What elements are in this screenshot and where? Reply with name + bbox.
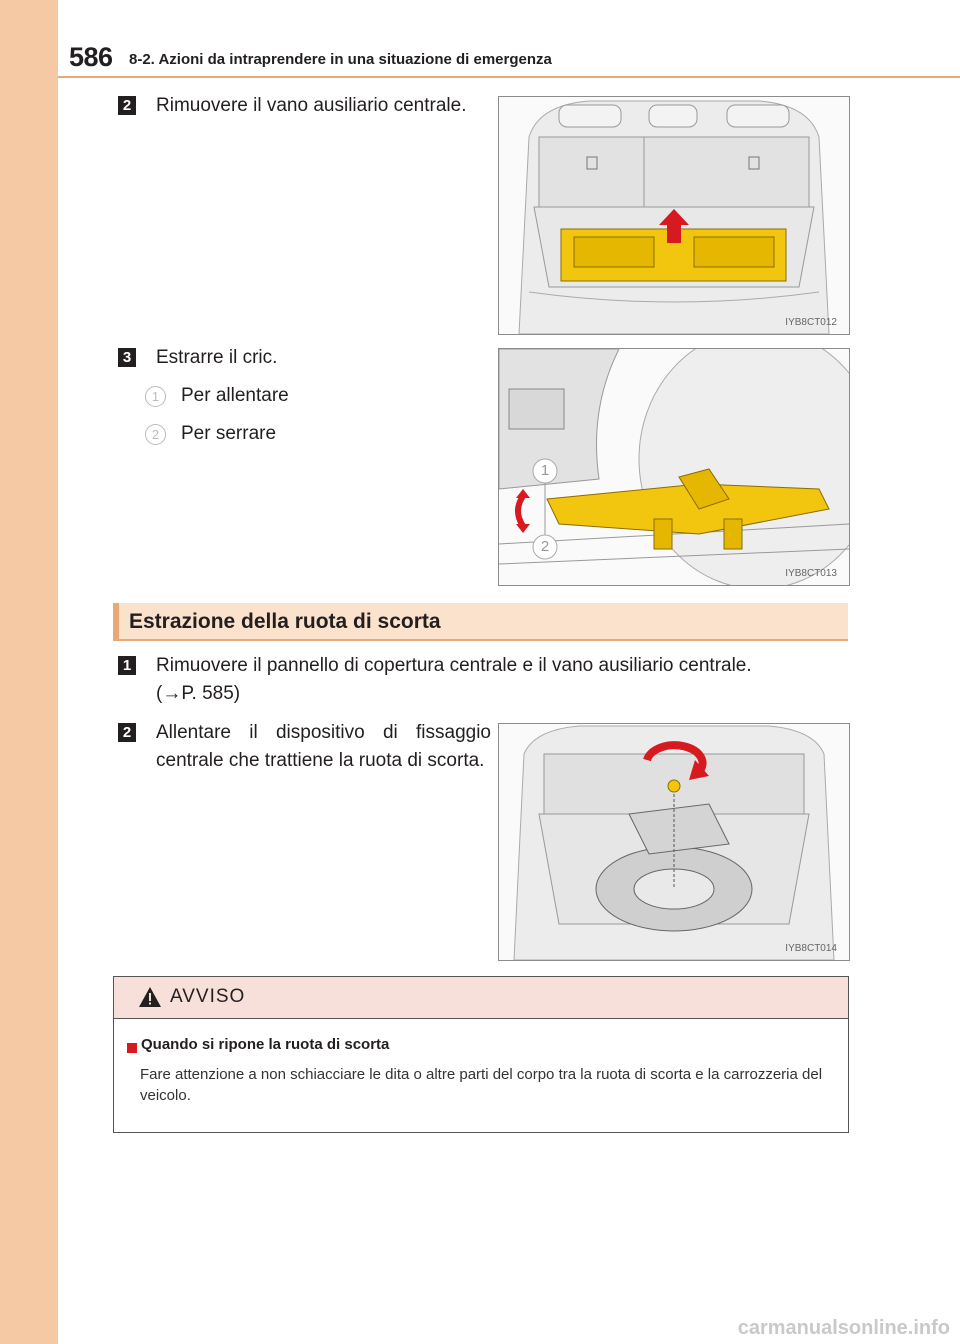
callout-1: 1 xyxy=(540,462,550,479)
page-number: 586 xyxy=(69,42,113,72)
step-b1-text-line1: Rimuovere il pannello di copertura centrale e il vano ausiliario centrale. xyxy=(156,655,752,676)
item-number-2: 2 xyxy=(145,424,166,445)
figure-code: IYB8CT014 xyxy=(785,943,837,954)
watermark: carmanualsonline.info xyxy=(737,1317,950,1339)
step-number-1: 1 xyxy=(118,656,136,675)
header-rule xyxy=(58,76,960,78)
warning-header xyxy=(114,977,848,1019)
side-band xyxy=(0,0,58,1344)
step-number-3: 3 xyxy=(118,348,136,367)
warning-triangle-icon xyxy=(138,986,162,1008)
section-title: Estrazione della ruota di scorta xyxy=(129,610,441,633)
step-2-text: Rimuovere il vano ausiliario centrale. xyxy=(156,95,467,116)
section-heading-bar xyxy=(113,603,848,641)
figure-jack-removal xyxy=(498,348,850,586)
warning-box xyxy=(113,976,849,1133)
figure-remove-center-compartment xyxy=(498,96,850,335)
step-b2-text: Allentare il dispositivo di fissaggio centrale che trattiene la ruota di scorta. xyxy=(156,722,491,771)
figure-code: IYB8CT012 xyxy=(785,317,837,328)
step-3-text: Estrarre il cric. xyxy=(156,347,278,368)
warning-bullet-square xyxy=(127,1043,137,1053)
step-number-2b: 2 xyxy=(118,723,136,742)
step-b1-text-line2: (→P. 585) xyxy=(156,683,241,704)
warning-subtitle: Quando si ripone la ruota di scorta xyxy=(141,1036,390,1053)
item-number-1: 1 xyxy=(145,386,166,407)
step-number-2: 2 xyxy=(118,96,136,115)
warning-body: Fare attenzione a non schiacciare le dita o altre parti del corpo tra la ruota di scorta e la carrozzeria del veicolo. xyxy=(140,1066,823,1104)
header-section-title: 8-2. Azioni da intraprendere in una situazione di emergenza xyxy=(129,51,552,68)
figure-spare-wheel-clamp xyxy=(498,723,850,961)
section-accent xyxy=(113,603,119,639)
item-tighten-text: Per serrare xyxy=(181,423,277,444)
callout-2: 2 xyxy=(540,538,550,555)
figure-code: IYB8CT013 xyxy=(785,568,837,579)
item-loosen-text: Per allentare xyxy=(181,385,289,406)
warning-title: AVVISO xyxy=(170,986,246,1007)
